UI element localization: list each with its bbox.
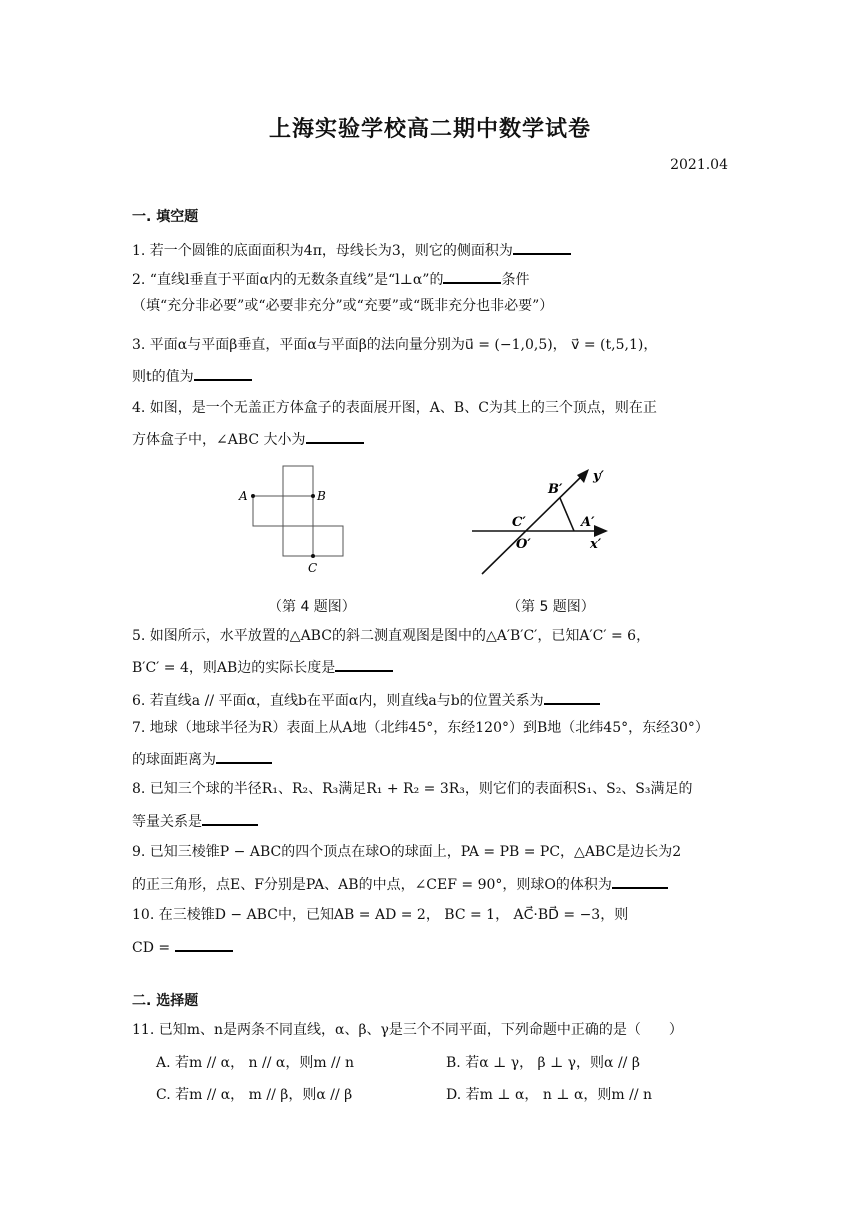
point-b bbox=[311, 494, 315, 498]
x-arrow bbox=[594, 525, 608, 537]
question-5: 5. 如图所示，水平放置的△ABC的斜二测直观图是图中的△A′B′C′，已知A′C′ = 6， bbox=[132, 628, 651, 644]
answer-blank bbox=[202, 810, 258, 826]
option-d[interactable]: D. 若m ⊥ α， n ⊥ α，则m // n bbox=[446, 1087, 653, 1103]
figure-5-oblique-sketch bbox=[468, 456, 633, 581]
question-3-text: 则t的值为 bbox=[132, 369, 194, 385]
net-square bbox=[313, 526, 343, 556]
answer-blank bbox=[513, 239, 571, 255]
question-3: 3. 平面α与平面β垂直，平面α与平面β的法向量分别为u⃗ = (−1,0,5)， v⃗ = (t,5,1)， bbox=[132, 337, 658, 353]
question-8-text: 等量关系是 bbox=[132, 814, 202, 830]
question-2-hint: （填“充分非必要”或“必要非充分”或“充要”或“既非充分也非必要”） bbox=[132, 298, 554, 314]
exam-date: 2021.04 bbox=[670, 157, 728, 173]
question-5-text: B′C′ = 4，则AB边的实际长度是 bbox=[132, 660, 336, 676]
label-y: y′ bbox=[593, 469, 604, 484]
question-4-cont bbox=[132, 428, 732, 449]
net-square bbox=[283, 466, 313, 496]
section-multiple-choice: 二. 选择题 bbox=[132, 993, 199, 1009]
answer-blank bbox=[175, 936, 233, 952]
net-square bbox=[283, 526, 313, 556]
net-square bbox=[283, 496, 313, 526]
label-o-prime: O′ bbox=[516, 537, 531, 552]
question-9-text: 的正三角形，点E、F分别是PA、AB的中点，∠CEF = 90°，则球O的体积为 bbox=[132, 877, 612, 893]
option-b[interactable]: B. 若α ⊥ γ， β ⊥ γ，则α // β bbox=[446, 1055, 640, 1071]
option-a[interactable]: A. 若m // α， n // α，则m // n bbox=[156, 1055, 354, 1071]
question-7: 7. 地球（地球半径为R）表面上从A地（北纬45°，东经120°）到B地（北纬45°，东经30°） bbox=[132, 720, 709, 736]
question-8-cont bbox=[132, 810, 732, 831]
page-title: 上海实验学校高二期中数学试卷 bbox=[268, 117, 591, 142]
label-c-prime: C′ bbox=[512, 515, 526, 530]
question-1 bbox=[132, 239, 732, 260]
question-11: 11. 已知m、n是两条不同直线，α、β、γ是三个不同平面，下列命题中正确的是（ ） bbox=[132, 1022, 683, 1038]
answer-blank bbox=[216, 748, 272, 764]
question-2-suffix: 条件 bbox=[501, 272, 530, 288]
question-1-text: 1. 若一个圆锥的底面面积为4π，母线长为3，则它的侧面积为 bbox=[132, 243, 513, 259]
question-3-cont bbox=[132, 365, 732, 386]
question-9: 9. 已知三棱锥P − ABC的四个顶点在球O的球面上，PA = PB = PC，△ABC是边长为2 bbox=[132, 844, 682, 860]
point-c bbox=[311, 554, 315, 558]
section-fill-in: 一. 填空题 bbox=[132, 209, 199, 225]
point-a bbox=[251, 494, 255, 498]
question-5-cont bbox=[132, 656, 732, 677]
label-c: C bbox=[308, 561, 318, 575]
question-10: 10. 在三棱锥D − ABC中，已知AB = AD = 2， BC = 1， AC⃗·BD⃗ = −3，则 bbox=[132, 907, 629, 923]
question-6-text: 6. 若直线a // 平面α，直线b在平面α内，则直线a与b的位置关系为 bbox=[132, 693, 544, 709]
question-10-text: CD = bbox=[132, 940, 171, 956]
question-7-cont bbox=[132, 748, 732, 769]
question-8: 8. 已知三个球的半径R₁、R₂、R₃满足R₁ + R₂ = 3R₃，则它们的表面积S₁、S₂、S₃满足的 bbox=[132, 781, 693, 797]
answer-blank bbox=[194, 365, 252, 381]
answer-blank bbox=[335, 656, 393, 672]
question-4: 4. 如图，是一个无盖正方体盒子的表面展开图，A、B、C为其上的三个顶点，则在正 bbox=[132, 400, 657, 416]
figure-4-cube-net bbox=[235, 460, 355, 575]
answer-blank bbox=[612, 873, 668, 889]
answer-blank bbox=[443, 268, 501, 284]
question-9-cont bbox=[132, 873, 732, 894]
question-7-text: 的球面距离为 bbox=[132, 752, 216, 768]
option-c[interactable]: C. 若m // α， m // β，则α // β bbox=[156, 1087, 353, 1103]
answer-blank bbox=[306, 428, 364, 444]
figure-4-caption: （第 4 题图） bbox=[268, 599, 356, 615]
label-x: x′ bbox=[590, 537, 602, 552]
segment-b-a bbox=[560, 498, 574, 531]
question-6 bbox=[132, 689, 732, 710]
question-2-text: 2. “直线l垂直于平面α内的无数条直线”是“l⊥α”的 bbox=[132, 272, 444, 288]
question-10-cont bbox=[132, 936, 732, 957]
label-b-prime: B′ bbox=[548, 482, 563, 497]
label-a-prime: A′ bbox=[581, 515, 595, 530]
figure-5-caption: （第 5 题图） bbox=[507, 599, 595, 615]
answer-blank bbox=[544, 689, 600, 705]
label-a: A bbox=[239, 489, 248, 503]
net-square bbox=[253, 496, 283, 526]
y-arrow bbox=[577, 469, 589, 483]
question-2 bbox=[132, 268, 732, 289]
label-b: B bbox=[317, 489, 326, 503]
question-4-text: 方体盒子中，∠ABC 大小为 bbox=[132, 432, 306, 448]
